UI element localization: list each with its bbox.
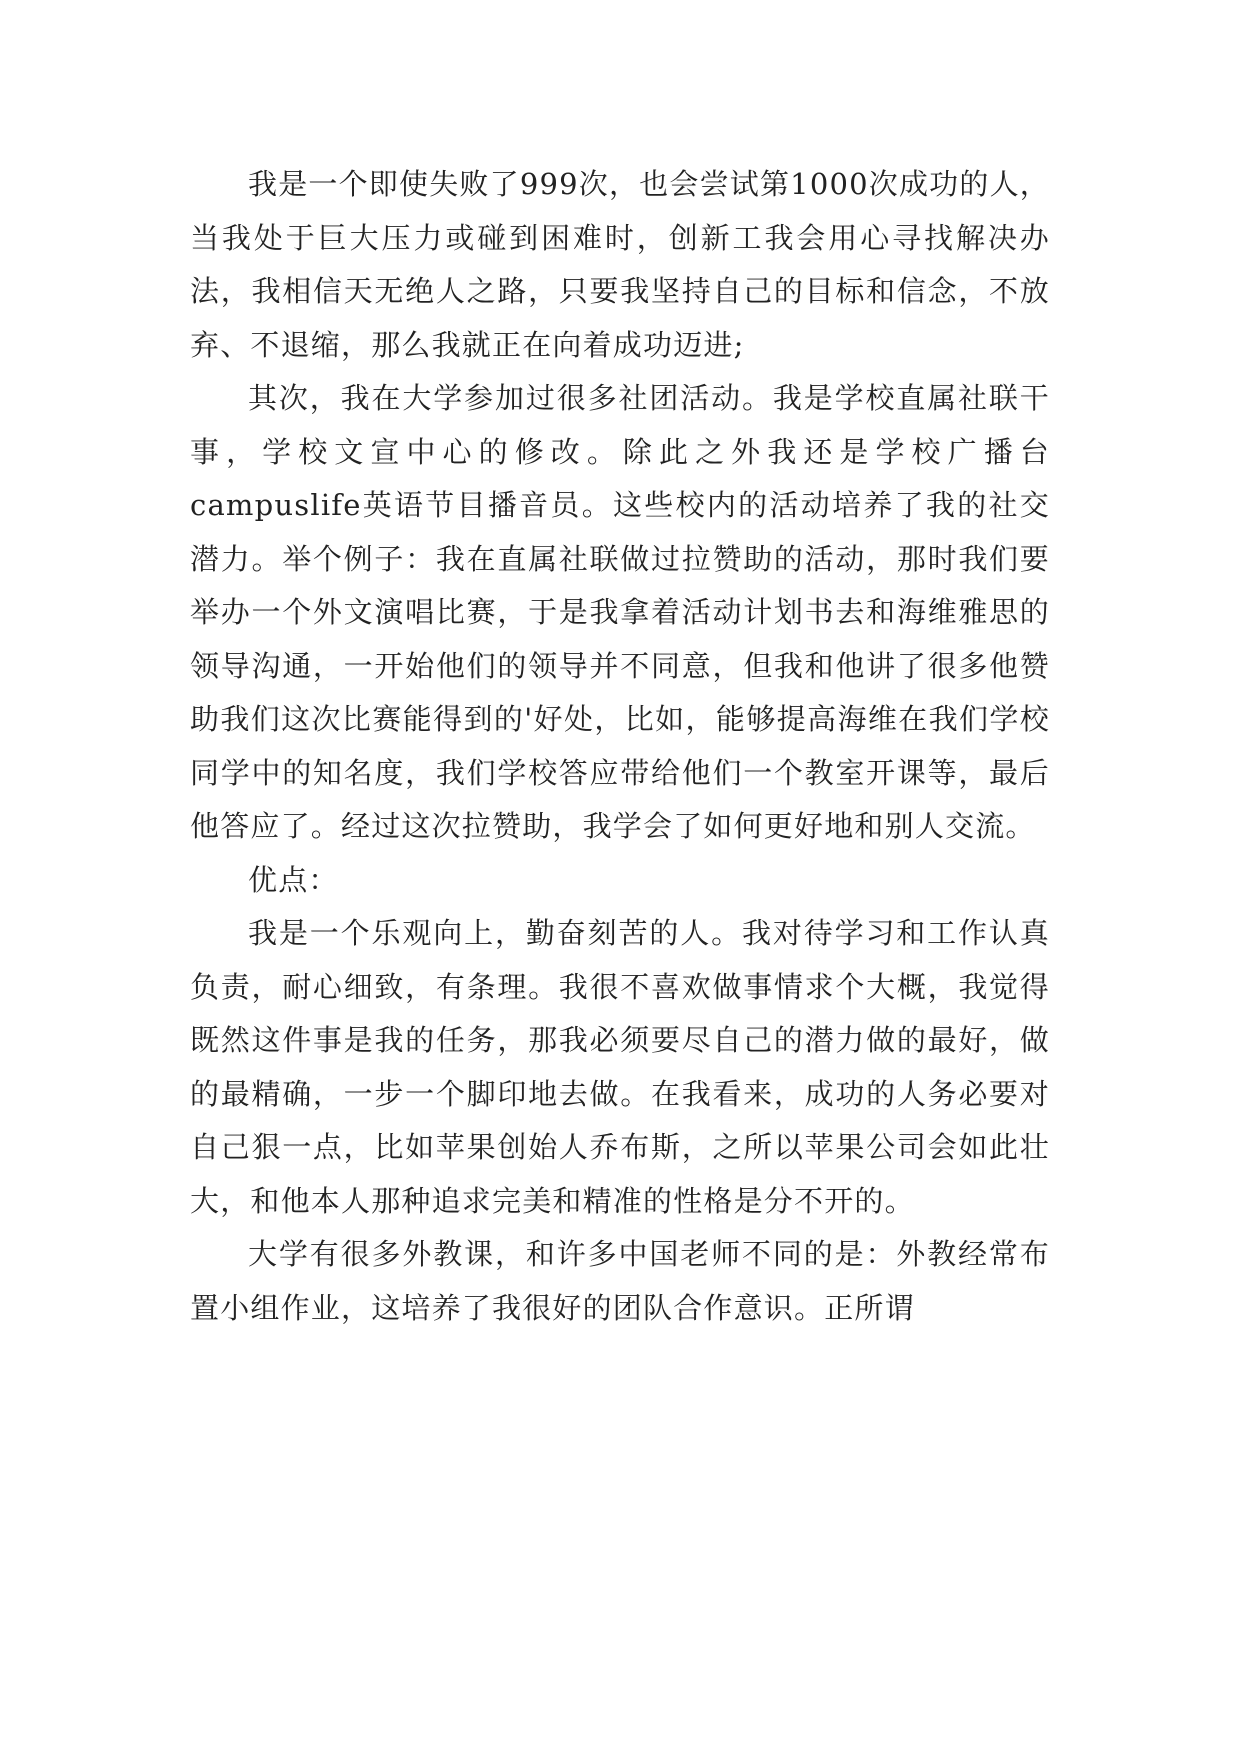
document-body xyxy=(190,158,1050,1335)
paragraph-teamwork: 大学有很多外教课，和许多中国老师不同的是：外教经常布置小组作业，这培养了我很好的团队合作意识。正所谓 xyxy=(190,1237,1050,1325)
paragraph-club-activities: 其次，我在大学参加过很多社团活动。我是学校直属社联干事，学校文宣中心的修改。除此之外我还是学校广播台campuslife英语节目播音员。这些校内的活动培养了我的社交潜力。举个例子：我在直属社联做过拉赞助的活动，那时我们要举办一个外文演唱比赛，于是我拿着活动计划书去和海维雅思的领导沟通，一开始他们的领导并不同意，但我和他讲了很多他赞助我们这次比赛能得到的'好处，比如，能够提高海维在我们学校同学中的知名度，我们学校答应带给他们一个教室开课等，最后他答应了。经过这次拉赞助，我学会了如何更好地和别人交流。 xyxy=(190,381,1050,843)
paragraph-strengths: 我是一个乐观向上，勤奋刻苦的人。我对待学习和工作认真负责，耐心细致，有条理。我很不喜欢做事情求个大概，我觉得既然这件事是我的任务，那我必须要尽自己的潜力做的最好，做的最精确，一步一个脚印地去做。在我看来，成功的人务必要对自己狠一点，比如苹果创始人乔布斯，之所以苹果公司会如此壮大，和他本人那种追求完美和精准的性格是分不开的。 xyxy=(190,916,1050,1218)
paragraph-perseverance: 我是一个即使失败了999次，也会尝试第1000次成功的人，当我处于巨大压力或碰到困难时，创新工我会用心寻找解决办法，我相信天无绝人之路，只要我坚持自己的目标和信念，不放弃、不退缩，那么我就正在向着成功迈进; xyxy=(190,167,1050,362)
heading-strengths: 优点： xyxy=(248,862,339,897)
